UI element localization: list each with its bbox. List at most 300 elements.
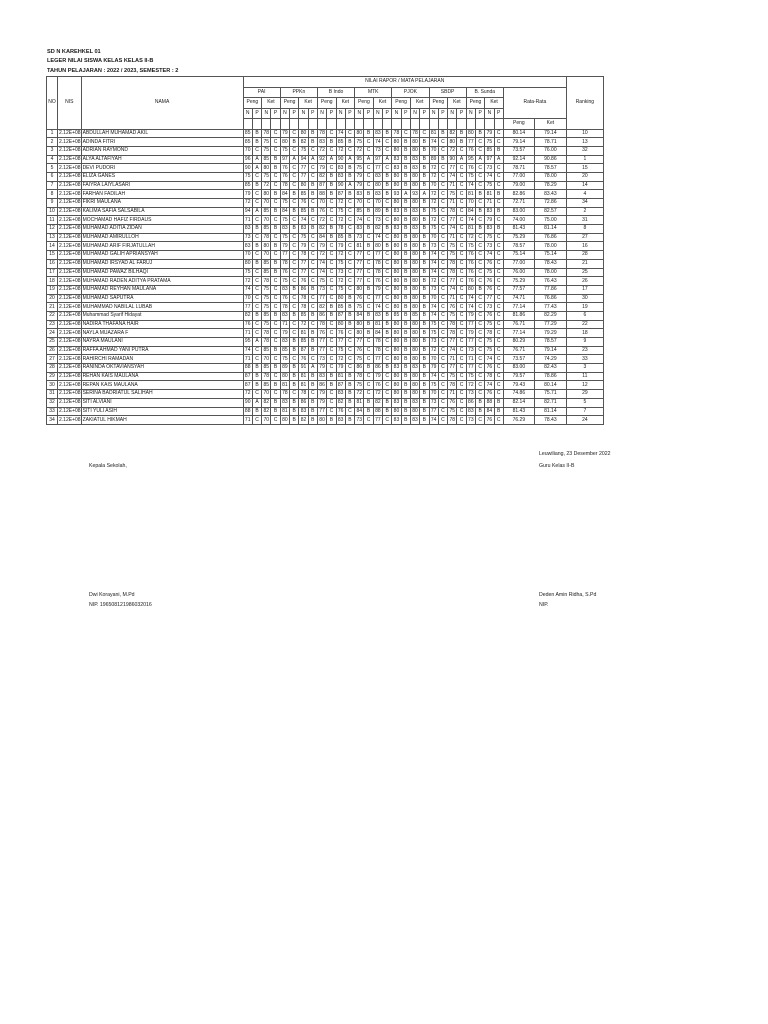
row-grade: 80	[468, 286, 474, 293]
row-grade: 75	[263, 294, 270, 301]
row-grade: C	[290, 199, 299, 208]
row-grade: 90	[244, 399, 251, 406]
row-grade: 75	[263, 286, 270, 293]
row-grade: C	[475, 242, 484, 251]
row-grade: C	[308, 259, 317, 268]
row-grade: C	[290, 233, 299, 242]
row-grade: 77	[449, 277, 456, 284]
row-grade: C	[290, 172, 299, 181]
row-grade: C	[364, 294, 373, 303]
row-grade: C	[327, 146, 336, 155]
header-p: P	[494, 108, 503, 119]
row-grade: B	[252, 242, 261, 251]
row-grade: 74	[319, 260, 325, 267]
row-grade: 75	[449, 190, 456, 197]
row-grade: B	[290, 398, 299, 407]
row-nis: 2.12E+08	[59, 407, 81, 414]
row-nama: SITI YULI ASIH	[81, 407, 243, 416]
row-grade: 78	[449, 268, 456, 275]
row-grade: 77	[375, 251, 381, 258]
row-average-ket: 76.86	[534, 294, 566, 303]
row-average-peng: 76.00	[503, 268, 534, 277]
row-grade: 81	[486, 190, 493, 197]
row-grade: 77	[300, 260, 307, 267]
row-average-ket: 77.86	[534, 285, 566, 294]
table-row	[47, 225, 604, 234]
row-average-ket: 75.14	[534, 251, 566, 260]
row-grade: 70	[468, 199, 474, 206]
row-grade: 82	[375, 225, 381, 232]
row-grade: C	[438, 372, 447, 381]
row-no: 19	[47, 285, 58, 294]
header-p: P	[252, 108, 261, 119]
row-grade: 83	[412, 225, 418, 232]
row-grade: 75	[486, 138, 493, 145]
row-grade: 78	[263, 234, 270, 241]
row-grade: 83	[337, 173, 344, 180]
row-grade: B	[345, 172, 354, 181]
row-grade: 93	[393, 190, 400, 197]
row-grade: B	[290, 416, 299, 425]
row-grade: B	[308, 129, 317, 138]
row-grade: 70	[263, 416, 270, 423]
row-grade: C	[383, 251, 392, 260]
row-grade: C	[457, 268, 466, 277]
row-grade: C	[494, 416, 503, 425]
row-grade: 70	[430, 355, 437, 362]
row-average-ket: 78.43	[534, 259, 566, 268]
row-grade: 76	[468, 277, 474, 284]
row-grade: C	[457, 407, 466, 416]
row-no: 34	[47, 416, 58, 425]
row-grade: 76	[486, 364, 493, 371]
row-average-peng: 77.14	[503, 303, 534, 312]
row-grade: 72	[337, 355, 344, 362]
row-grade: 80	[393, 373, 400, 380]
row-grade: 70	[263, 251, 270, 258]
row-grade: C	[401, 129, 410, 138]
row-ranking: 5	[566, 398, 603, 407]
row-grade: 82	[300, 416, 307, 423]
table-row	[47, 251, 604, 260]
row-grade: B	[345, 190, 354, 199]
row-grade: C	[345, 129, 354, 138]
row-grade: 70	[244, 294, 251, 301]
row-grade: 80	[356, 286, 363, 293]
row-nama: NAYRA MAULANI	[81, 338, 243, 347]
table-row	[47, 416, 604, 425]
row-nama: KALIMA SAFIA SALSABILA	[81, 207, 243, 216]
row-grade: C	[383, 346, 392, 355]
row-grade: 75	[356, 138, 363, 145]
row-grade: 78	[300, 251, 307, 258]
row-nama: ADRIAN RAYMOND	[81, 146, 243, 155]
row-grade: 75	[486, 234, 493, 241]
row-grade: 74	[468, 216, 474, 223]
row-grade: C	[290, 329, 299, 338]
row-grade: C	[475, 346, 484, 355]
row-average-ket: 78.71	[534, 138, 566, 147]
row-ranking: 1	[566, 155, 603, 164]
row-grade: 73	[337, 268, 344, 275]
row-grade: 78	[300, 294, 307, 301]
row-nis: 2.12E+08	[59, 208, 81, 215]
row-grade: 81	[468, 225, 474, 232]
row-grade: 83	[300, 407, 307, 414]
row-grade: 80	[412, 173, 418, 180]
row-grade: 79	[319, 399, 325, 406]
row-ranking: 4	[566, 190, 603, 199]
table-row	[47, 190, 604, 199]
header-n: N	[243, 108, 252, 119]
table-row	[47, 259, 604, 268]
row-grade: C	[271, 251, 280, 260]
row-no: 7	[47, 181, 58, 190]
row-grade: 79	[319, 364, 325, 371]
row-grade: 75	[486, 181, 493, 188]
row-grade: 76	[486, 277, 493, 284]
row-grade: 80	[393, 242, 400, 249]
row-grade: B	[327, 372, 336, 381]
row-grade: C	[494, 381, 503, 390]
row-grade: 79	[486, 216, 493, 223]
row-grade: C	[327, 251, 336, 260]
row-average-ket: 76.43	[534, 277, 566, 286]
row-grade: 75	[430, 329, 437, 336]
row-grade: 75	[282, 234, 288, 241]
row-grade: C	[457, 398, 466, 407]
row-grade: 83	[356, 190, 363, 197]
grades-table	[46, 76, 604, 425]
row-grade: C	[438, 181, 447, 190]
row-grade: 80	[412, 381, 418, 388]
row-grade: C	[494, 285, 503, 294]
row-grade: 80	[412, 199, 418, 206]
row-grade: 76	[319, 208, 325, 215]
row-grade: 83	[412, 364, 418, 371]
table-row	[47, 129, 604, 138]
row-grade: B	[420, 155, 429, 164]
row-grade: 80	[393, 320, 400, 327]
row-grade: 76	[356, 347, 363, 354]
row-grade: 90	[449, 155, 456, 162]
row-grade: 78	[375, 338, 381, 345]
row-grade: C	[494, 172, 503, 181]
row-grade: 83	[282, 225, 288, 232]
table-row	[47, 398, 604, 407]
row-grade: 77	[468, 364, 474, 371]
header-blank	[308, 119, 317, 130]
row-grade: 80	[412, 242, 418, 249]
row-grade: B	[308, 225, 317, 234]
row-nis: 2.12E+08	[59, 138, 81, 145]
row-grade: B	[494, 190, 503, 199]
row-average-peng: 74.86	[503, 390, 534, 399]
row-grade: 72	[337, 216, 344, 223]
row-grade: 76	[282, 268, 288, 275]
row-grade: B	[383, 364, 392, 373]
row-grade: C	[252, 216, 261, 225]
row-grade: 73	[375, 216, 381, 223]
row-average-ket: 82.71	[534, 398, 566, 407]
header-blank	[392, 119, 401, 130]
row-grade: C	[475, 181, 484, 190]
row-grade: 85	[263, 155, 270, 162]
row-grade: B	[420, 242, 429, 251]
row-grade: C	[475, 294, 484, 303]
row-grade: B	[420, 146, 429, 155]
row-grade: C	[271, 355, 280, 364]
row-grade: 70	[430, 181, 437, 188]
row-grade: B	[475, 407, 484, 416]
row-grade: 75	[337, 208, 344, 215]
row-grade: 85	[486, 147, 493, 154]
row-grade: 85	[337, 138, 344, 145]
row-grade: B	[345, 233, 354, 242]
row-grade: B	[401, 233, 410, 242]
row-grade: 74	[430, 416, 437, 423]
row-grade: A	[327, 155, 336, 164]
row-grade: 83	[300, 225, 307, 232]
row-grade: 75	[244, 173, 251, 180]
row-grade: C	[364, 346, 373, 355]
row-grade: 70	[263, 216, 270, 223]
row-grade: C	[327, 129, 336, 138]
row-grade: 80	[393, 286, 400, 293]
row-grade: B	[308, 381, 317, 390]
row-grade: 76	[468, 147, 474, 154]
row-grade: 72	[300, 320, 307, 327]
row-grade: 76	[486, 416, 493, 423]
row-grade: B	[401, 294, 410, 303]
row-grade: 72	[356, 390, 363, 397]
row-grade: 80	[393, 138, 400, 145]
row-grade: 80	[412, 251, 418, 258]
row-grade: 80	[412, 294, 418, 301]
row-average-peng: 73.57	[503, 146, 534, 155]
row-grade: 83	[244, 225, 251, 232]
row-grade: 80	[412, 286, 418, 293]
row-grade: B	[420, 285, 429, 294]
row-grade: B	[494, 207, 503, 216]
row-grade: C	[475, 303, 484, 312]
row-grade: A	[345, 181, 354, 190]
row-grade: C	[345, 277, 354, 286]
row-nama: ZAKIATUL HIKMAH	[81, 416, 243, 425]
row-grade: C	[438, 172, 447, 181]
row-average-peng: 77.57	[503, 285, 534, 294]
row-grade: 80	[412, 277, 418, 284]
row-grade: A	[252, 338, 261, 347]
table-row	[47, 164, 604, 173]
row-ranking: 19	[566, 303, 603, 312]
row-grade: C	[494, 364, 503, 373]
row-grade: 85	[263, 208, 270, 215]
row-nis: 2.12E+08	[59, 199, 81, 206]
row-grade: 74	[356, 216, 363, 223]
row-grade: 85	[244, 129, 251, 136]
row-grade: 74	[244, 347, 251, 354]
table-row	[47, 277, 604, 286]
row-grade: 74	[486, 355, 493, 362]
row-grade: C	[475, 381, 484, 390]
row-grade: 77	[282, 251, 288, 258]
row-grade: C	[457, 242, 466, 251]
row-grade: C	[271, 277, 280, 286]
table-row	[47, 372, 604, 381]
row-grade: 78	[263, 277, 270, 284]
row-grade: 83	[282, 312, 288, 319]
row-grade: 82	[300, 138, 307, 145]
row-grade: C	[475, 216, 484, 225]
row-nama: MUHAMAD GALIH APRIANSYAH	[81, 251, 243, 260]
header-ranking: Ranking	[566, 77, 603, 130]
row-grade: 74	[375, 138, 381, 145]
row-grade: C	[475, 277, 484, 286]
row-grade: B	[308, 398, 317, 407]
row-grade: 93	[412, 190, 418, 197]
header-blank	[448, 119, 457, 130]
row-grade: 75	[282, 147, 288, 154]
row-grade: C	[308, 320, 317, 329]
row-grade: C	[252, 277, 261, 286]
row-grade: C	[290, 181, 299, 190]
row-grade: C	[457, 199, 466, 208]
row-grade: 89	[375, 208, 381, 215]
row-average-peng: 79.57	[503, 372, 534, 381]
row-grade: C	[457, 251, 466, 260]
row-average-ket: 78.86	[534, 372, 566, 381]
row-ranking: 22	[566, 320, 603, 329]
row-grade: A	[420, 190, 429, 199]
row-grade: 76	[468, 251, 474, 258]
row-grade: C	[308, 268, 317, 277]
row-grade: C	[327, 164, 336, 173]
row-grade: 87	[244, 381, 251, 388]
header-p: P	[383, 108, 392, 119]
row-grade: 74	[486, 251, 493, 258]
row-grade: B	[383, 225, 392, 234]
row-grade: 72	[430, 216, 437, 223]
table-row	[47, 355, 604, 364]
header-blank	[410, 119, 419, 130]
row-grade: 71	[244, 416, 251, 423]
row-grade: 80	[337, 320, 344, 327]
row-grade: C	[438, 207, 447, 216]
row-ranking: 28	[566, 251, 603, 260]
row-ranking: 20	[566, 172, 603, 181]
row-grade: C	[327, 199, 336, 208]
row-grade: 79	[356, 173, 363, 180]
row-grade: 83	[486, 208, 493, 215]
row-grade: B	[364, 320, 373, 329]
row-nis: 2.12E+08	[59, 390, 81, 397]
row-grade: 84	[319, 234, 325, 241]
row-grade: B	[345, 164, 354, 173]
row-nama: REHAN KAIS MAULANA	[81, 372, 243, 381]
row-grade: B	[252, 407, 261, 416]
row-grade: 76	[244, 320, 251, 327]
row-grade: 78	[319, 320, 325, 327]
row-grade: C	[457, 172, 466, 181]
row-grade: B	[364, 129, 373, 138]
table-row	[47, 199, 604, 208]
row-grade: B	[308, 207, 317, 216]
row-grade: C	[457, 216, 466, 225]
row-no: 12	[47, 225, 58, 234]
row-no: 18	[47, 277, 58, 286]
row-average-ket: 81.14	[534, 407, 566, 416]
row-grade: 75	[430, 208, 437, 215]
row-grade: 79	[337, 364, 344, 371]
row-grade: C	[252, 390, 261, 399]
header-rata-rata: Rata-Rata	[503, 87, 566, 119]
row-grade: 77	[300, 173, 307, 180]
row-grade: C	[383, 372, 392, 381]
row-grade: 80	[412, 373, 418, 380]
row-no: 30	[47, 381, 58, 390]
row-grade: 74	[375, 303, 381, 310]
row-grade: 74	[319, 268, 325, 275]
header-blank	[466, 119, 475, 130]
row-average-peng: 81.43	[503, 225, 534, 234]
row-grade: C	[383, 268, 392, 277]
row-average-peng: 77.14	[503, 329, 534, 338]
row-grade: B	[327, 303, 336, 312]
row-grade: B	[383, 129, 392, 138]
row-grade: 74	[449, 347, 456, 354]
row-grade: 80	[356, 129, 363, 136]
row-grade: B	[345, 138, 354, 147]
row-grade: 85	[244, 181, 251, 188]
row-grade: B	[494, 407, 503, 416]
row-grade: 72	[468, 234, 474, 241]
row-grade: 97	[486, 155, 493, 162]
header-blank	[336, 119, 345, 130]
row-grade: 80	[282, 373, 288, 380]
row-grade: B	[290, 381, 299, 390]
row-grade: C	[457, 181, 466, 190]
table-row	[47, 346, 604, 355]
row-grade: C	[494, 355, 503, 364]
row-grade: C	[438, 138, 447, 147]
row-grade: B	[327, 181, 336, 190]
row-grade: C	[457, 233, 466, 242]
table-row	[47, 207, 604, 216]
row-nis: 2.12E+08	[59, 320, 81, 327]
table-row	[47, 303, 604, 312]
row-nama: ABDULLAH MUHAMAD AKIL	[81, 129, 243, 138]
row-grade: 80	[412, 347, 418, 354]
row-grade: 76	[337, 407, 344, 414]
row-grade: C	[475, 338, 484, 347]
row-grade: 80	[449, 138, 456, 145]
row-grade: 75	[300, 147, 307, 154]
row-grade: 73	[486, 242, 493, 249]
row-grade: 85	[337, 234, 344, 241]
row-grade: B	[290, 364, 299, 373]
row-grade: C	[457, 372, 466, 381]
row-grade: 92	[319, 155, 325, 162]
row-grade: B	[308, 338, 317, 347]
row-grade: C	[271, 320, 280, 329]
row-grade: 79	[375, 286, 381, 293]
row-grade: C	[327, 207, 336, 216]
row-grade: 91	[300, 364, 307, 371]
row-grade: B	[401, 285, 410, 294]
row-grade: C	[345, 225, 354, 234]
row-nama: RAHIRCHI RAMADAN	[81, 355, 243, 364]
